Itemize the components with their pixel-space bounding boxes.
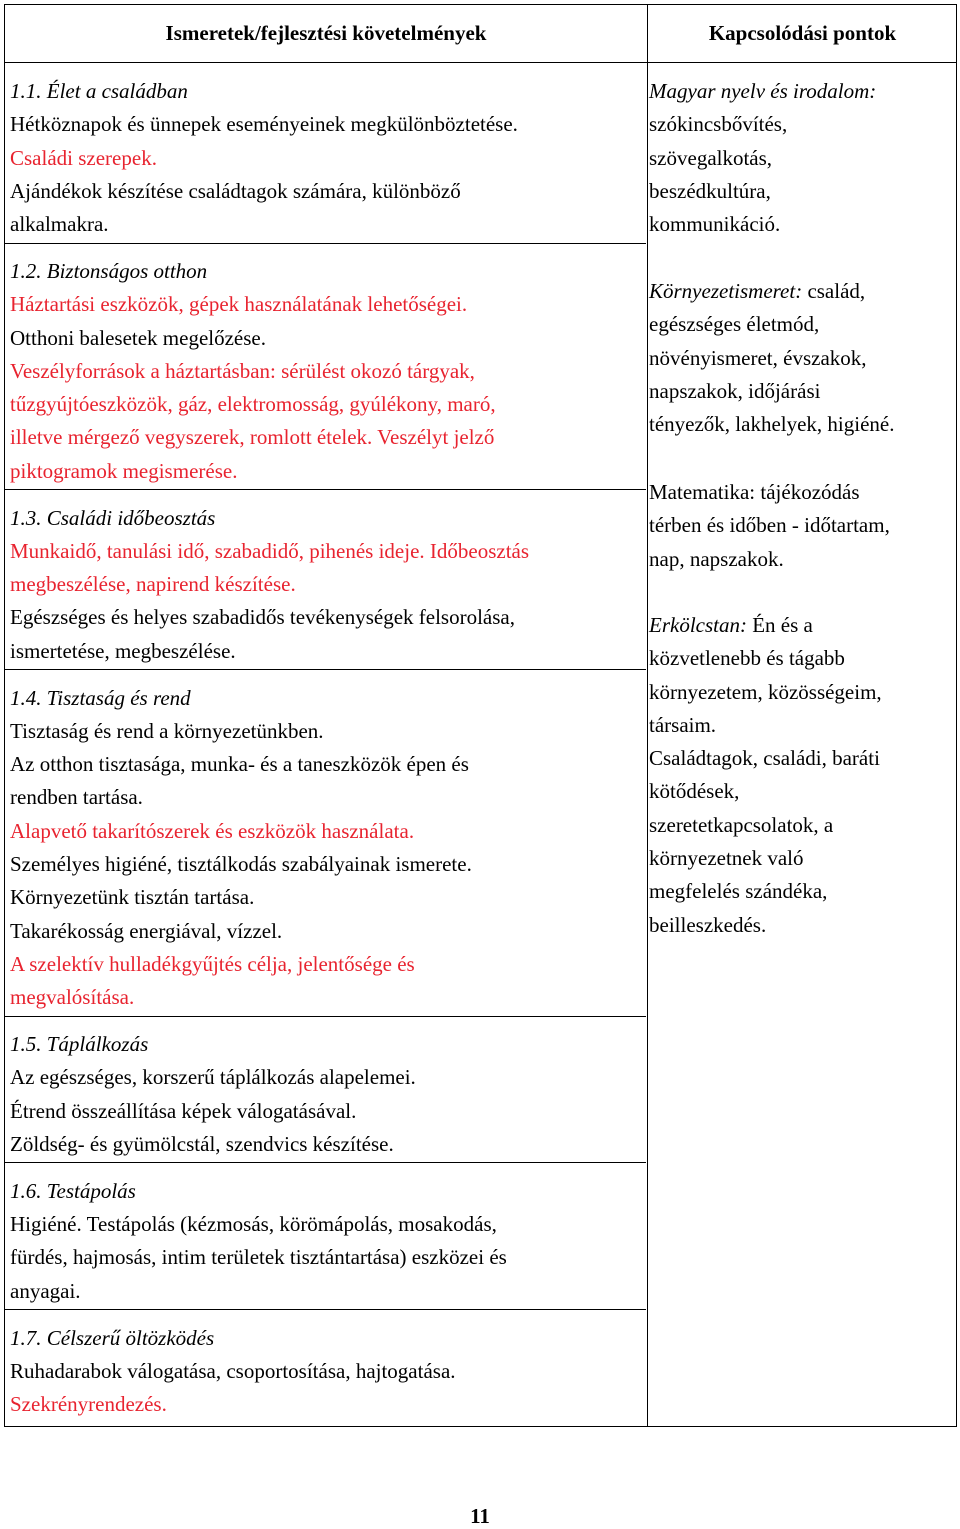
connection-line <box>649 142 951 175</box>
connection-text: kommunikáció. <box>649 212 781 237</box>
section-3 <box>4 502 646 668</box>
section-divider <box>4 1309 646 1310</box>
connection-text: növényismeret, évszakok, <box>649 345 867 370</box>
section-2 <box>4 255 646 488</box>
connection-block-2 <box>649 275 951 441</box>
connection-block-4 <box>649 609 951 942</box>
connection-text: család, <box>802 279 866 303</box>
connection-line <box>649 208 951 241</box>
column-divider <box>647 5 648 1426</box>
connection-text: megfelelés szándéka, <box>649 879 828 904</box>
connection-text: kötődések, <box>649 779 740 804</box>
section-line: Alapvető takarítószerek és eszközök használata. <box>10 818 415 843</box>
connection-line <box>649 543 951 576</box>
connection-text: szeretetkapcsolatok, a <box>649 812 834 837</box>
connection-text: térben és időben - időtartam, <box>649 513 890 538</box>
section-title: 1.7. Célszerű öltözködés <box>10 1325 215 1350</box>
section-title: 1.6. Testápolás <box>10 1178 136 1203</box>
connection-line <box>649 809 951 842</box>
connection-text: Én és a <box>746 613 813 637</box>
connection-text: nap, napszakok. <box>649 546 784 571</box>
connection-text: beszédkultúra, <box>649 178 771 203</box>
section-line: Munkaidő, tanulási idő, szabadidő, pihenés ideje. Időbeosztás <box>10 538 530 563</box>
section-line: Takarékosság energiával, vízzel. <box>10 918 283 943</box>
section-line: Otthoni balesetek megelőzése. <box>10 325 266 350</box>
section-title: 1.5. Táplálkozás <box>10 1032 149 1057</box>
section-divider <box>4 1162 646 1163</box>
connection-text: környezetnek való <box>649 846 804 871</box>
connection-line <box>649 108 951 141</box>
connection-line <box>649 709 951 742</box>
connection-text: közvetlenebb és tágabb <box>649 646 845 671</box>
section-divider <box>4 243 646 244</box>
connection-line <box>649 308 951 341</box>
section-line: Az egészséges, korszerű táplálkozás alapelemei. <box>10 1065 416 1090</box>
section-line: fürdés, hajmosás, intim területek tisztántartása) eszközei és <box>10 1245 507 1270</box>
section-line: Az otthon tisztasága, munka- és a taneszközök épen és <box>10 752 469 777</box>
section-line: Zöldség- és gyümölcstál, szendvics készítése. <box>10 1131 394 1156</box>
section-line: Szekrényrendezés. <box>10 1392 167 1417</box>
section-divider <box>4 489 646 490</box>
connection-line <box>649 875 951 908</box>
connection-line <box>649 676 951 709</box>
connection-line <box>649 408 951 441</box>
connection-line <box>649 775 951 808</box>
section-5 <box>4 1028 646 1161</box>
connection-text: szókincsbővítés, <box>649 112 788 137</box>
connection-line <box>649 75 951 108</box>
section-line: Veszélyforrások a háztartásban: sérülést okozó tárgyak, <box>10 358 475 383</box>
connection-block-3 <box>649 476 951 576</box>
connection-line <box>649 642 951 675</box>
section-line: Háztartási eszközök, gépek használatának lehetőségei. <box>10 292 468 317</box>
connection-text: beilleszkedés. <box>649 912 767 937</box>
connection-line <box>649 275 951 308</box>
section-line: Ruhadarabok válogatása, csoportosítása, hajtogatása. <box>10 1358 456 1383</box>
connection-line <box>649 909 951 942</box>
connection-text: Családtagok, családi, baráti <box>649 746 880 771</box>
subject-name: Környezetismeret: <box>649 279 803 303</box>
section-divider <box>4 669 646 670</box>
section-line: megvalósítása. <box>10 985 135 1010</box>
section-line: rendben tartása. <box>10 785 143 810</box>
section-title: 1.1. Élet a családban <box>10 79 188 103</box>
section-line: megbeszélése, napirend készítése. <box>10 572 296 597</box>
connection-line <box>649 375 951 408</box>
connection-line <box>649 476 951 509</box>
section-line: Tisztaság és rend a környezetünkben. <box>10 718 324 743</box>
subject-name: Erkölcstan: <box>649 613 747 637</box>
connection-block-1 <box>649 75 951 241</box>
section-line: Családi szerepek. <box>10 145 157 170</box>
connection-text: tényezők, lakhelyek, higiéné. <box>649 412 895 437</box>
connection-text: környezetem, közösségeim, <box>649 679 882 704</box>
header-divider <box>5 62 956 63</box>
section-line: anyagai. <box>10 1278 81 1303</box>
section-line: Higiéné. Testápolás (kézmosás, körömápolás, mosakodás, <box>10 1212 497 1237</box>
section-line: piktogramok megismerése. <box>10 458 238 483</box>
subject-name: Magyar nyelv és irodalom: <box>649 79 877 103</box>
section-line: Személyes higiéné, tisztálkodás szabályainak ismerete. <box>10 852 472 877</box>
section-line: Ajándékok készítése családtagok számára, különböző <box>10 178 461 203</box>
connection-line <box>649 342 951 375</box>
connection-line <box>649 842 951 875</box>
connection-text: Matematika: tájékozódás <box>649 480 860 504</box>
section-line: Egészséges és helyes szabadidős tevékenységek felsorolása, <box>10 605 515 630</box>
header-connections: Kapcsolódási pontok <box>708 21 897 45</box>
section-line: Hétköznapok és ünnepek eseményeinek megkülönböztetése. <box>10 112 518 137</box>
header-requirements: Ismeretek/fejlesztési követelmények <box>165 21 487 45</box>
section-line: ismertetése, megbeszélése. <box>10 638 236 663</box>
section-line: Környezetünk tisztán tartása. <box>10 885 255 910</box>
connection-line <box>649 175 951 208</box>
section-7 <box>4 1322 646 1422</box>
page-number: 11 <box>470 1504 490 1528</box>
connection-text: egészséges életmód, <box>649 312 820 337</box>
section-4 <box>4 682 646 1015</box>
section-line: tűzgyújtóeszközök, gáz, elektromosság, gyúlékony, maró, <box>10 392 496 417</box>
connection-text: társaim. <box>649 712 717 737</box>
section-line: A szelektív hulladékgyűjtés célja, jelentősége és <box>10 951 415 976</box>
section-divider <box>4 1016 646 1017</box>
connection-text: szövegalkotás, <box>649 145 773 170</box>
section-line: Étrend összeállítása képek válogatásával. <box>10 1098 357 1123</box>
section-6 <box>4 1175 646 1308</box>
connection-line <box>649 742 951 775</box>
section-title: 1.4. Tisztaság és rend <box>10 685 191 710</box>
connection-line <box>649 509 951 542</box>
section-1 <box>4 75 646 241</box>
section-title: 1.2. Biztonságos otthon <box>10 259 208 283</box>
connection-line <box>649 609 951 642</box>
section-title: 1.3. Családi időbeosztás <box>10 505 216 530</box>
section-line: alkalmakra. <box>10 212 109 237</box>
section-line: illetve mérgező vegyszerek, romlott ételek. Veszélyt jelző <box>10 425 495 450</box>
connection-text: napszakok, időjárási <box>649 378 821 403</box>
